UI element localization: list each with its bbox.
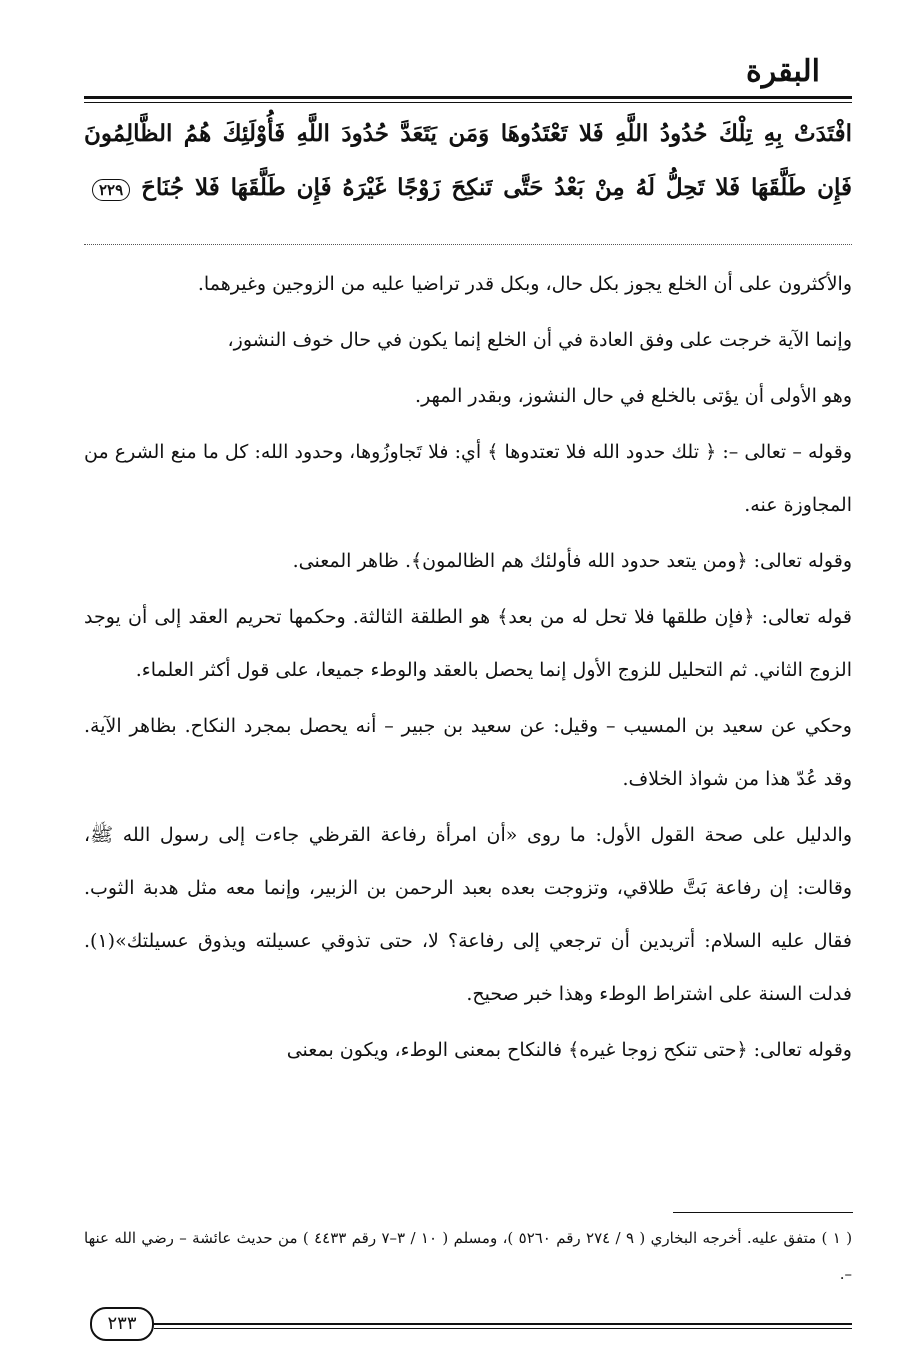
paragraph: قوله تعالى: ﴿فإن طلقها فلا تحل له من بعد﴾ هو الطلقة الثالثة. وحكمها تحريم العقد إلى أن يوجد الزوج الثاني. ثم التحليل للزوج الأول إنما يحصل بالعقد والوطء جميعا، على قول أكثر العلماء.: [84, 606, 852, 681]
paragraph: وإنما الآية خرجت على وفق العادة في أن الخلع إنما يكون في حال خوف النشوز،: [227, 329, 852, 351]
paragraph: والأكثرون على أن الخلع يجوز بكل حال، وبكل قدر تراضيا عليه من الزوجين وغيرهما.: [197, 273, 852, 295]
verse-line-2-text: فَإِن طَلَّقَهَا فَلا تَحِلُّ لَهُ مِنْ بَعْدُ حَتَّى تَنكِحَ زَوْجًا غَيْرَهُ فَإِن طَلَّقَهَا فَلا جُنَاحَ: [141, 174, 852, 201]
footnote-separator: [673, 1212, 853, 1213]
body-text: [84, 258, 852, 1080]
verse-line-1: افْتَدَتْ بِهِ تِلْكَ حُدُودُ اللَّهِ فَلا تَعْتَدُوهَا وَمَن يَتَعَدَّ حُدُودَ اللَّهِ فَأُوْلَئِكَ هُمُ الظَّالِمُونَ: [84, 120, 852, 147]
page-number: ٢٣٣: [90, 1307, 154, 1341]
paragraph: وهو الأولى أن يؤتى بالخلع في حال النشوز، وبقدر المهر.: [415, 385, 852, 407]
verse-line-2: [84, 162, 852, 216]
page-header-title: البقرة: [746, 54, 820, 89]
footer-rule: [154, 1323, 852, 1325]
footnote-block: [84, 1220, 852, 1292]
paragraph: وقوله تعالى: ﴿ومن يتعد حدود الله فأولئك هم الظالمون﴾. ظاهر المعنى.: [292, 550, 852, 572]
footnote: ( ١ ) متفق عليه. أخرجه البخاري ( ٩ / ٢٧٤ رقم ٥٢٦٠ )، ومسلم ( ١٠ / ٣–٧ رقم ٤٤٣٣ ) من حديث عائشة – رضي الله عنها –.: [84, 1229, 853, 1283]
header-rule-thin: [84, 102, 852, 103]
paragraph: وقوله – تعالى –: ﴿ تلك حدود الله فلا تعتدوها ﴾ أي: فلا تَجاوزُوها، وحدود الله: كل ما منع الشرع من المجاوزة عنه.: [84, 441, 852, 516]
page-footer: [84, 1307, 852, 1341]
ayah-number-marker: ٢٢٩: [92, 179, 130, 201]
header-rule-thick: [84, 96, 852, 99]
paragraph: والدليل على صحة القول الأول: ما روى «أن امرأة رفاعة القرظي جاءت إلى رسول الله ﷺ، وقالت: إن رفاعة بَتَّ طلاقي، وتزوجت بعده بعبد الرحمن بن الزبير، وإنما معه مثل هدبة الثوب. فقال عليه السلام: أتريدين أن ترجعي إلى رفاعة؟ لا، حتى تذوقي عسيلته ويذوق عسيلتك»(١). فدلت السنة على اشتراط الوطء وهذا خبر صحيح.: [84, 824, 852, 1005]
verse-block: [84, 108, 852, 216]
paragraph: وحكي عن سعيد بن المسيب – وقيل: عن سعيد بن جبير – أنه يحصل بمجرد النكاح. بظاهر الآية. وقد عُدّ هذا من شواذ الخلاف.: [84, 715, 852, 790]
paragraph: وقوله تعالى: ﴿حتى تنكح زوجا غيره﴾ فالنكاح بمعنى الوطء، ويكون بمعنى: [286, 1039, 852, 1061]
footer-rule-thin: [154, 1328, 852, 1329]
verse-separator: [84, 244, 852, 245]
